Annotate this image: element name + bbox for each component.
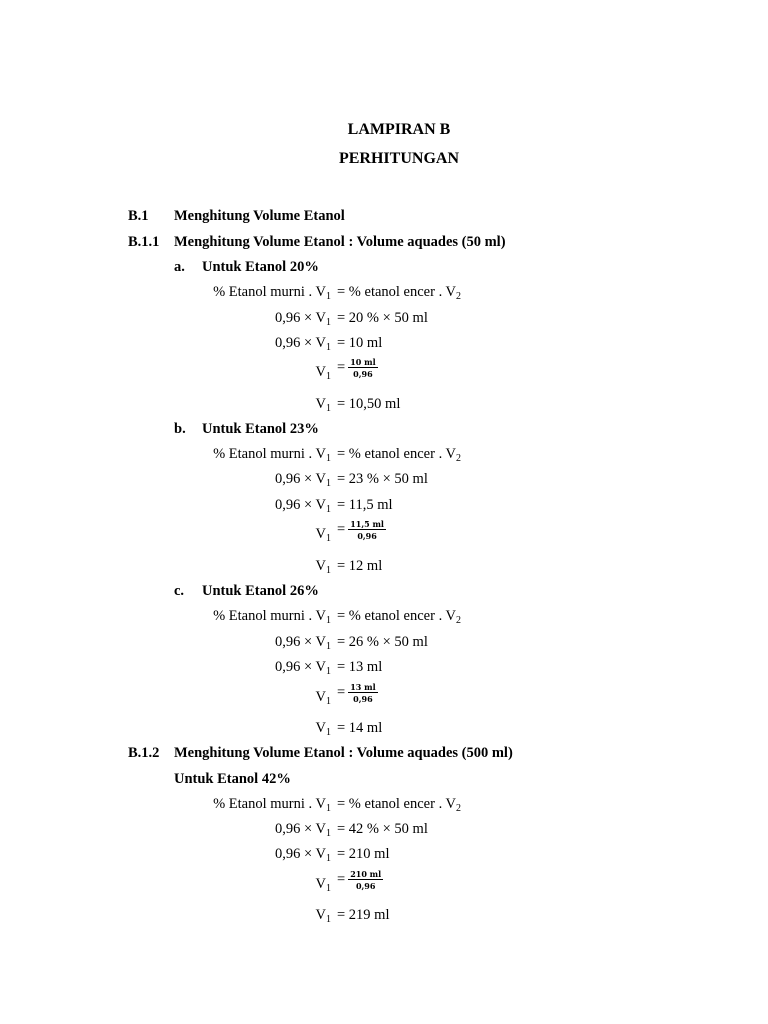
equation-result: = 219 ml xyxy=(337,907,390,923)
equation-lhs: $V_1$ xyxy=(315,689,331,707)
equation-lhs: $0,96 \times V_1$ xyxy=(274,471,331,489)
equation-rhs: = 11,5 ml xyxy=(337,497,393,513)
item-title-b: Untuk Etanol 23% xyxy=(202,421,319,437)
section-title-b1: Menghitung Volume Etanol xyxy=(174,208,345,224)
equation-lhs: $0,96 \times V_1$ xyxy=(274,335,331,353)
equation-lhs: $0,96 \times V_1$ xyxy=(274,310,331,328)
equation-lhs: $0,96 \times V_1$ xyxy=(274,821,331,839)
equation-lhs: $V_1$ xyxy=(315,907,331,925)
fraction: $\frac{210 ml}{0,96}$ xyxy=(350,869,382,891)
equation-rhs: = 13 ml xyxy=(337,659,383,675)
item-title-c: Untuk Etanol 26% xyxy=(202,583,319,599)
equation-rhs: = 10 ml xyxy=(337,335,383,351)
equation-lhs: $V_1$ xyxy=(315,396,331,414)
equation-rhs: = 42 % × 50 ml xyxy=(337,821,428,837)
equation-lhs: % Etanol murni . $V_1$ xyxy=(213,608,331,626)
item-title-d: Untuk Etanol 42% xyxy=(174,771,291,787)
fraction: $\frac{11,5 ml}{0,96}$ xyxy=(350,519,384,541)
equation-lhs: $V_1$ xyxy=(315,526,331,544)
equation-lhs: $0,96 \times V_1$ xyxy=(274,497,331,515)
equation-rhs: = % etanol encer . $V_2$ xyxy=(337,796,462,814)
equation-lhs: $V_1$ xyxy=(315,364,331,382)
equation-lhs: $V_1$ xyxy=(315,876,331,894)
equation-result: = 14 ml xyxy=(337,720,383,736)
section-number-b12: B.1.2 xyxy=(128,745,160,761)
equation-result: = 12 ml xyxy=(337,558,383,574)
section-number-b1: B.1 xyxy=(128,208,149,224)
item-label-b: b. xyxy=(174,421,186,437)
equation-lhs: % Etanol murni . $V_1$ xyxy=(213,446,331,464)
equation-lhs: $0,96 \times V_1$ xyxy=(274,634,331,652)
equation-lhs: $V_1$ xyxy=(315,558,331,576)
equation-rhs: = 23 % × 50 ml xyxy=(337,471,428,487)
equation-lhs: $V_1$ xyxy=(315,720,331,738)
fraction-equation: = $\frac{210 ml}{0,96}$ xyxy=(337,869,382,891)
equation-rhs: = % etanol encer . $V_2$ xyxy=(337,608,462,626)
fraction-equation: = $\frac{11,5 ml}{0,96}$ xyxy=(337,519,384,541)
fraction: $\frac{10 ml}{0,96}$ xyxy=(350,357,376,379)
equation-rhs: = % etanol encer . $V_2$ xyxy=(337,446,462,464)
equation-lhs: $0,96 \times V_1$ xyxy=(274,659,331,677)
fraction-equation: = $\frac{13 ml}{0,96}$ xyxy=(337,682,376,704)
section-number-b11: B.1.1 xyxy=(128,234,160,250)
fraction: $\frac{13 ml}{0,96}$ xyxy=(350,682,376,704)
item-title-a: Untuk Etanol 20% xyxy=(202,259,319,275)
page-subtitle: PERHITUNGAN xyxy=(338,150,459,167)
fraction-equation: = $\frac{10 ml}{0,96}$ xyxy=(337,357,376,379)
item-label-a: a. xyxy=(174,259,185,275)
section-title-b11: Menghitung Volume Etanol : Volume aquades (50 ml) xyxy=(174,234,506,250)
equation-rhs: = 210 ml xyxy=(337,846,390,862)
equation-result: = 10,50 ml xyxy=(337,396,401,412)
equation-rhs: = % etanol encer . $V_2$ xyxy=(337,284,462,302)
equation-rhs: = 26 % × 50 ml xyxy=(337,634,428,650)
equation-rhs: = 20 % × 50 ml xyxy=(337,310,428,326)
equation-lhs: % Etanol murni . $V_1$ xyxy=(213,796,331,814)
equation-lhs: % Etanol murni . $V_1$ xyxy=(213,284,331,302)
page-title: LAMPIRAN B xyxy=(347,121,451,138)
item-label-c: c. xyxy=(174,583,185,599)
section-title-b12: Menghitung Volume Etanol : Volume aquades (500 ml) xyxy=(174,745,513,761)
equation-lhs: $0,96 \times V_1$ xyxy=(274,846,331,864)
